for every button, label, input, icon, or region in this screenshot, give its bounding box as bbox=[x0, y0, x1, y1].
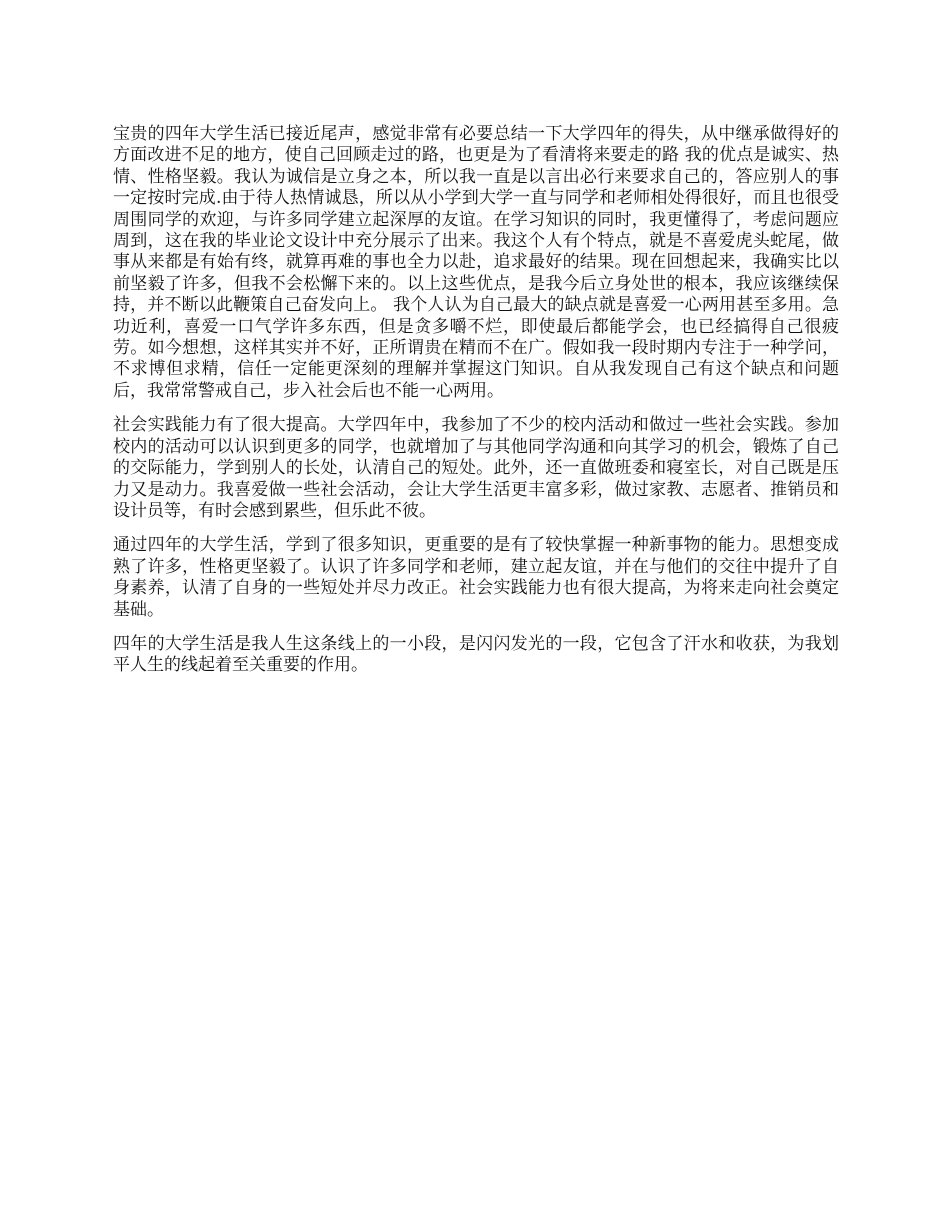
paragraph-growth-summary: 通过四年的大学生活，学到了很多知识，更重要的是有了较快掌握一种新事物的能力。思想变成熟了许多，性格更坚毅了。认识了许多同学和老师，建立起友谊，并在与他们的交往中提升了自身素养，认清了自身的一些短处并尽力改正。社会实践能力也有很大提高，为将来走向社会奠定基础。 bbox=[113, 535, 839, 620]
document-body bbox=[113, 124, 839, 690]
paragraph-strengths-weaknesses: 宝贵的四年大学生活已接近尾声，感觉非常有必要总结一下大学四年的得失，从中继承做得好的方面改进不足的地方，使自己回顾走过的路，也更是为了看清将来要走的路 我的优点是诚实、热情、性格坚毅。我认为诚信是立身之本，所以我一直是以言出必行来要求自己的，答应别人的事一定按时完成.由于待人热情诚恳，所以从小学到大学一直与同学和老师相处得很好，而且也很受周围同学的欢迎，与许多同学建立起深厚的友谊。在学习知识的同时，我更懂得了，考虑问题应周到，这在我的毕业论文设计中充分展示了出来。我这个人有个特点，就是不喜爱虎头蛇尾，做事从来都是有始有终，就算再难的事也全力以赴，追求最好的结果。现在回想起来，我确实比以前坚毅了许多，但我不会松懈下来的。以上这些优点，是我今后立身处世的根本，我应该继续保持，并不断以此鞭策自己奋发向上。 我个人认为自己最大的缺点就是喜爱一心两用甚至多用。急功近利，喜爱一口气学许多东西，但是贪多嚼不烂，即使最后都能学会，也已经搞得自己很疲劳。如今想想，这样其实并不好，正所谓贵在精而不在广。假如我一段时期内专注于一种学问，不求博但求精，信任一定能更深刻的理解并掌握这门知识。自从我发现自己有这个缺点和问题后，我常常警戒自己，步入社会后也不能一心两用。 bbox=[113, 124, 839, 401]
paragraph-conclusion: 四年的大学生活是我人生这条线上的一小段，是闪闪发光的一段，它包含了汗水和收获，为我划平人生的线起着至关重要的作用。 bbox=[113, 633, 839, 676]
paragraph-social-practice: 社会实践能力有了很大提高。大学四年中，我参加了不少的校内活动和做过一些社会实践。参加校内的活动可以认识到更多的同学，也就增加了与其他同学沟通和向其学习的机会，锻炼了自己的交际能力，学到别人的长处，认清自己的短处。此外，还一直做班委和寝室长，对自己既是压力又是动力。我喜爱做一些社会活动，会让大学生活更丰富多彩，做过家教、志愿者、推销员和设计员等，有时会感到累些，但乐此不彼。 bbox=[113, 415, 839, 521]
